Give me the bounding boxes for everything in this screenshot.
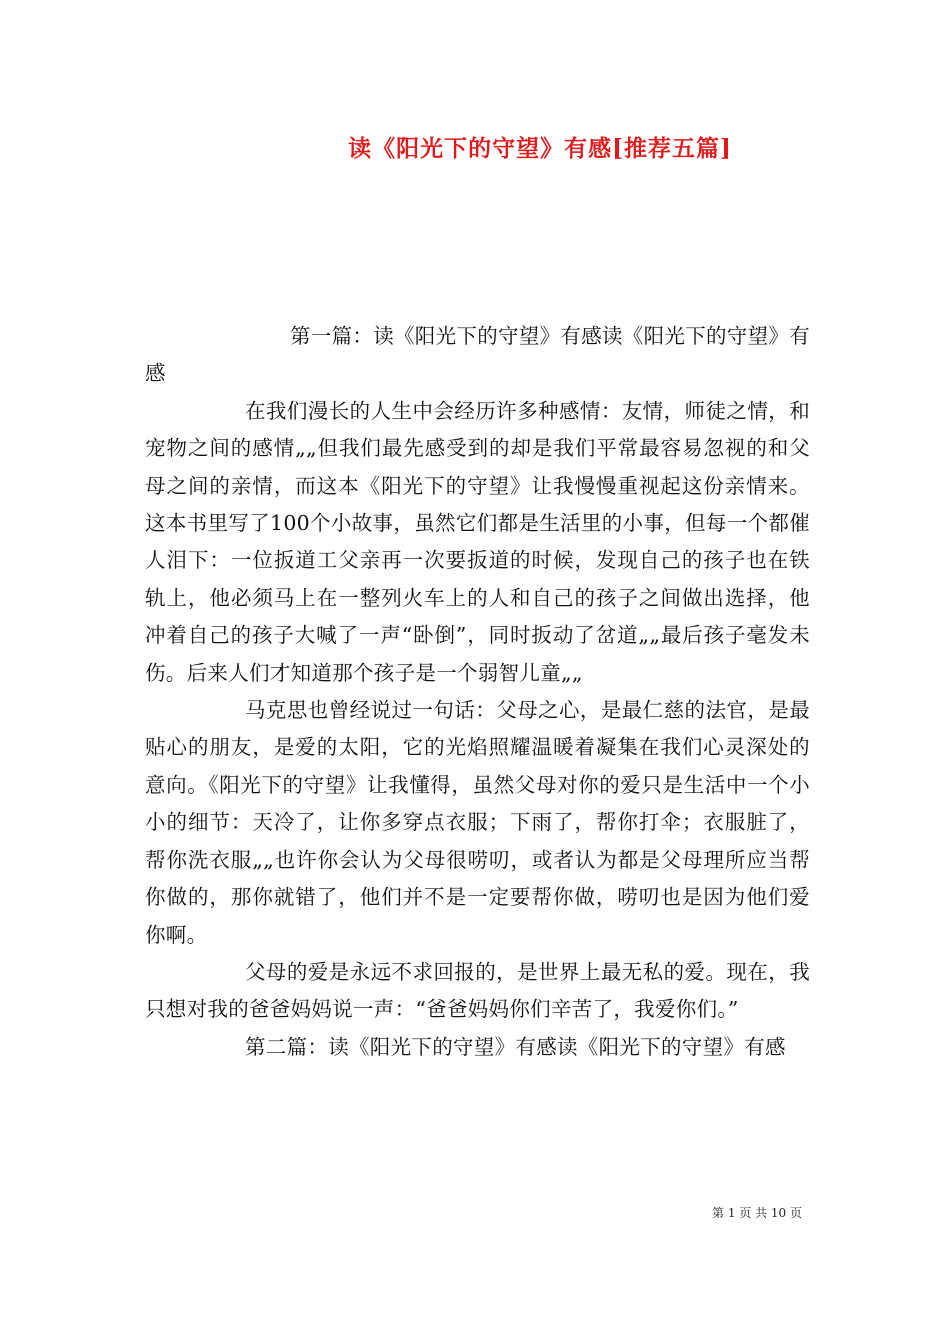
page-footer: 第 1 页 共 10 页 (712, 1206, 802, 1220)
paragraph-5: 第二篇：读《阳光下的守望》有感读《阳光下的守望》有感 (245, 1034, 786, 1059)
paragraph-2: 在我们漫长的人生中会经历许多种感情：友情，师徒之情，和宠物之间的感情„„但我们最先感受到的却是我们平常最容易忽视的和父母之间的亲情，而这本《阳光下的守望》让我慢慢重视起这份亲情来。这本书里写了100个小故事，虽然它们都是生活里的小事，但每一个都催人泪下：一位扳道工父亲再一次要扳道的时候，发现自己的孩子也在铁轨上，他必须马上在一整列火车上的人和自己的孩子之间做出选择，他冲着自己的孩子大喊了一声“卧倒”，同时扳动了岔道„„最后孩子毫发未伤。后来人们才知道那个孩子是一个弱智儿童„„ (145, 398, 810, 685)
document-body (145, 318, 810, 1066)
document-title: 读《阳光下的守望》有感[推荐五篇] (348, 135, 732, 162)
paragraph-1: 第一篇：读《阳光下的守望》有感读《阳光下的守望》有感 (145, 324, 810, 386)
paragraph-4: 父母的爱是永远不求回报的，是世界上最无私的爱。现在，我只想对我的爸爸妈妈说一声：“爸爸妈妈你们辛苦了，我爱你们。” (145, 959, 810, 1022)
paragraph-3: 马克思也曾经说过一句话：父母之心，是最仁慈的法官，是最贴心的朋友，是爱的太阳，它的光焰照耀温暖着凝集在我们心灵深处的意向。《阳光下的守望》让我懂得，虽然父母对你的爱只是生活中一个小小的细节：天冷了，让你多穿点衣服；下雨了，帮你打伞；衣服脏了，帮你洗衣服„„也许你会认为父母很唠叨，或者认为都是父母理所应当帮你做的，那你就错了，他们并不是一定要帮你做，唠叨也是因为他们爱你啊。 (145, 698, 810, 947)
